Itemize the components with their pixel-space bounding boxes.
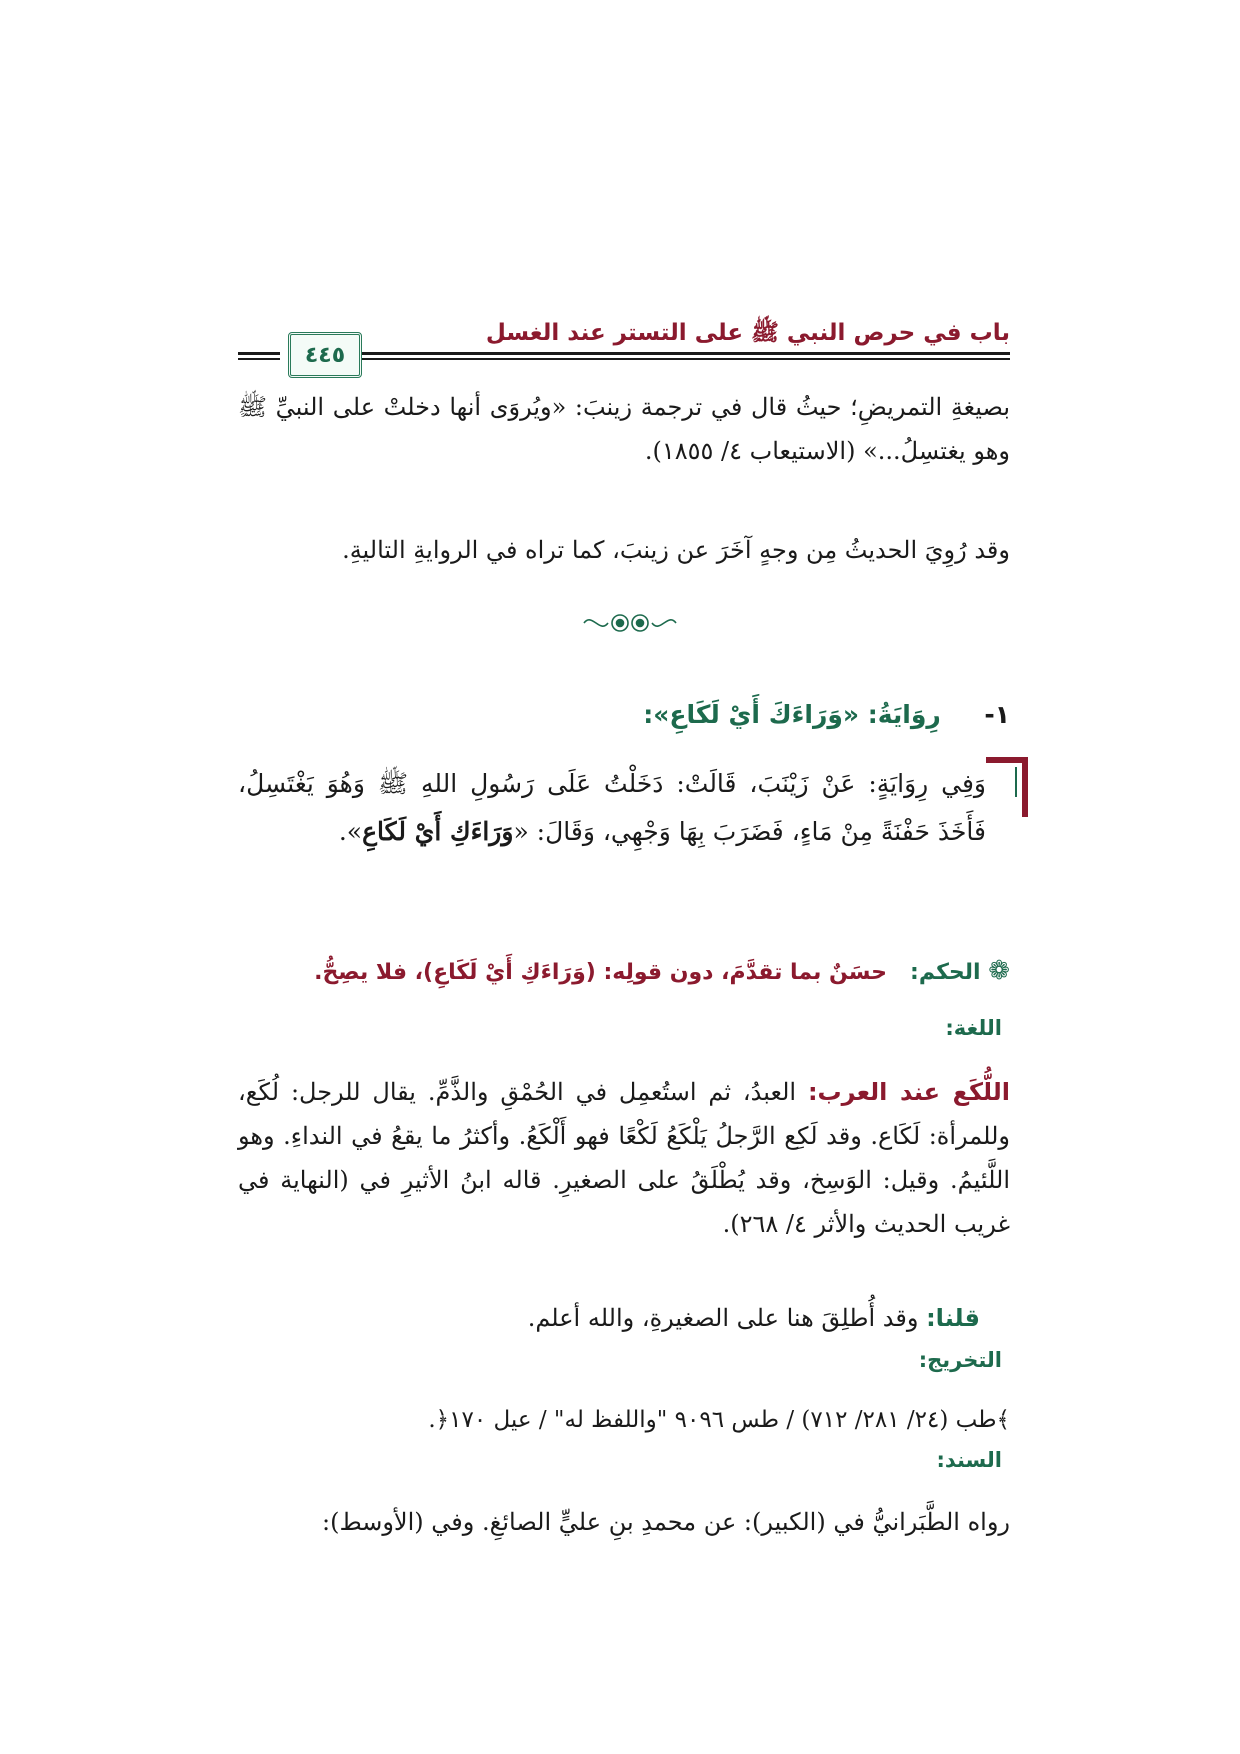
riwaya-number: ١- <box>984 700 1010 729</box>
ruling-line <box>314 956 1010 986</box>
page-number: ٤٤٥ <box>288 332 362 378</box>
flower-icon: ❁ <box>988 956 1010 986</box>
qulna-paragraph: قلنا: وقد أُطلِقَ هنا على الصغيرةِ، والله أعلم. <box>527 1304 980 1332</box>
qulna-label: قلنا: <box>926 1304 980 1332</box>
hadith-text: وَفِي رِوَايَةٍ: عَنْ زَيْنَبَ، قَالَتْ: دَخَلْتُ عَلَى رَسُولِ اللهِ ﷺ وَهُوَ يَغْتَسِلُ، فَأَخَذَ حَفْنَةً مِنْ مَاءٍ، فَضَرَبَ بِهَا وَجْهِي، وَقَالَ: «وَرَاءَكِ أَيْ لَكَاعِ». <box>238 769 986 846</box>
ruling-label: الحكم: <box>910 960 981 985</box>
takhrij-heading: التخريج: <box>918 1348 1002 1372</box>
riwaya-title: رِوَايَةُ: «وَرَاءَكَ أَيْ لَكَاعِ»: <box>643 700 941 729</box>
chapter-title: باب في حرص النبي ﷺ على التستر عند الغسل <box>485 320 1010 346</box>
hadith-quote: وَرَاءَكِ أَيْ لَكَاعِ <box>362 817 514 846</box>
lugha-term: اللُّكَع عند العرب: <box>807 1078 1010 1106</box>
page-header <box>238 318 1010 378</box>
lugha-paragraph: اللُّكَع عند العرب: العبدُ، ثم استُعمِل في الحُمْقِ والذَّمِّ. يقال للرجل: لُكَع، وللمرأة: لَكَاع. وقد لَكِع الرَّجلُ يَلْكَعُ لَكْعًا فهو أَلْكَعُ. وأكثرُ ما يقعُ في النداءِ. وهو اللَّئيمُ. وقيل: الوَسِخ، وقد يُطْلَقُ على الصغيرِ. قاله ابنُ الأثيرِ في (النهاية في غريب الحديث والأثر ٤/ ٢٦٨). <box>238 1078 1010 1238</box>
paragraph-transition: وقد رُوِيَ الحديثُ مِن وجهٍ آخَرَ عن زينبَ، كما تراه في الروايةِ التاليةِ. <box>342 536 1010 564</box>
lugha-heading: اللغة: <box>945 1016 1002 1040</box>
riwaya-heading <box>643 700 1010 729</box>
sanad-text: رواه الطَّبَرانيُّ في (الكبير): عن محمدِ بنِ عليٍّ الصائغِ. وفي (الأوسط): <box>322 1508 1010 1536</box>
paragraph-intro: بصيغةِ التمريضِ؛ حيثُ قال في ترجمة زينبَ: «ويُروَى أنها دخلتْ على النبيِّ ﷺ وهو يغتسِلُ...» (الاستيعاب ٤/ ١٨٥٥). <box>238 393 1010 465</box>
sanad-heading: السند: <box>936 1448 1002 1472</box>
takhrij-text: ﴾طب (٢٤/ ٢٨١/ ٧١٢) / طس ٩٠٩٦ "واللفظ له" / عيل ١٧٠﴿. <box>428 1407 1010 1433</box>
ornament-divider-icon <box>580 608 680 638</box>
ruling-text: حسَنٌ بما تقدَّمَ، دون قولِه: (وَرَاءَكِ أَيْ لَكَاعِ)، فلا يصِحُّ. <box>314 960 888 985</box>
